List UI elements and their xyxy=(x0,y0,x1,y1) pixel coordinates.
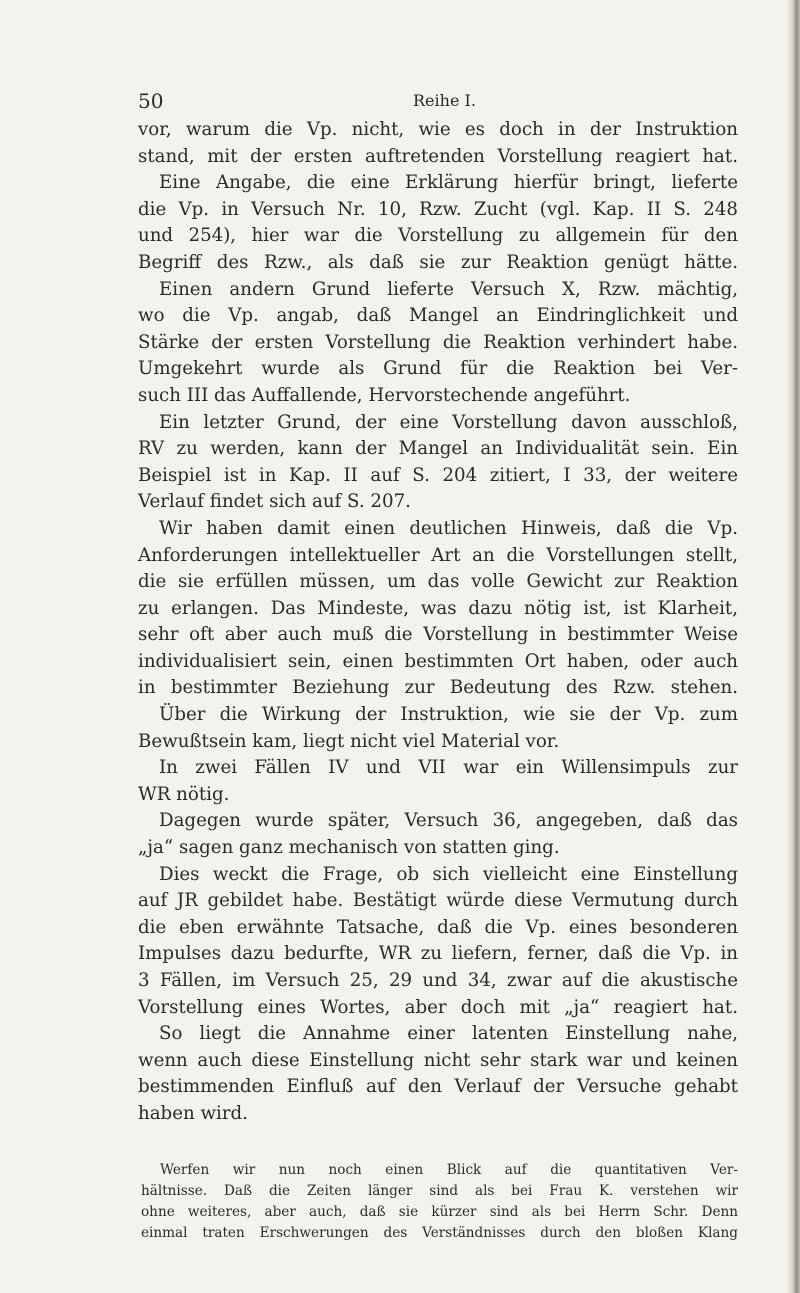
footnote-text xyxy=(141,1160,738,1244)
text-line: zu erlangen. Das Mindeste, was dazu nötig ist, ist Klarheit, xyxy=(138,597,738,619)
page-edge-shadow xyxy=(786,0,800,1293)
text-line: In zwei Fällen IV und VII war ein Willensimpuls zur xyxy=(159,757,738,779)
text-line: Begriff des Rzw., als daß sie zur Reaktion genügt hätte. xyxy=(138,251,738,273)
text-line: bestimmenden Einfluß auf den Verlauf der Versuche gehabt xyxy=(138,1076,738,1098)
page-header xyxy=(138,86,738,116)
text-line: Impulses dazu bedurfte, WR zu liefern, ferner, daß die Vp. in xyxy=(138,943,738,965)
text-line: Über die Wirkung der Instruktion, wie sie der Vp. zum xyxy=(159,704,738,726)
text-line: in bestimmter Beziehung zur Bedeutung des Rzw. stehen. xyxy=(138,677,738,699)
text-line: Einen andern Grund lieferte Versuch X, Rzw. mächtig, xyxy=(159,278,738,300)
text-line: Umgekehrt wurde als Grund für die Reaktion bei Ver- xyxy=(138,358,738,380)
text-line: „ja“ sagen ganz mechanisch von statten ging. xyxy=(138,837,560,859)
text-line: Anforderungen intellektueller Art an die Vorstellungen stellt, xyxy=(138,544,738,566)
text-line: die eben erwähnte Tatsache, daß die Vp. eines besonderen xyxy=(138,916,738,938)
text-line: 3 Fällen, im Versuch 25, 29 und 34, zwar auf die akustische xyxy=(138,970,738,991)
text-line: So liegt die Annahme einer latenten Einstellung nahe, xyxy=(159,1023,738,1045)
text-line: Stärke der ersten Vorstellung die Reaktion verhindert habe. xyxy=(138,331,738,353)
running-title: Reihe I. xyxy=(413,91,476,110)
text-line: individualisiert sein, einen bestimmten Ort haben, oder auch xyxy=(138,650,738,672)
text-line: Wir haben damit einen deutlichen Hinweis, daß die Vp. xyxy=(159,517,738,539)
text-line: die sie erfüllen müssen, um das volle Gewicht zur Reaktion xyxy=(138,571,738,593)
text-line: Bewußtsein kam, liegt nicht viel Material vor. xyxy=(138,730,560,752)
text-line: RV zu werden, kann der Mangel an Individualität sein. Ein xyxy=(138,438,738,460)
text-line: wo die Vp. angab, daß Mangel an Eindringlichkeit und xyxy=(138,305,738,327)
footnote-line: einmal traten Erschwerungen des Verständnisses durch den bloßen Klang xyxy=(141,1225,738,1241)
text-line: such III das Auffallende, Hervorstechende angeführt. xyxy=(138,384,631,406)
text-line: Dagegen wurde später, Versuch 36, angegeben, daß das xyxy=(159,810,738,832)
text-line: die Vp. in Versuch Nr. 10, Rzw. Zucht (vgl. Kap. II S. 248 xyxy=(138,198,738,220)
text-line: stand, mit der ersten auftretenden Vorstellung reagiert hat. xyxy=(138,145,738,167)
text-line: Vorstellung eines Wortes, aber doch mit „ja“ reagiert hat. xyxy=(138,996,738,1018)
text-line: vor, warum die Vp. nicht, wie es doch in der Instruktion xyxy=(138,119,738,140)
text-line: Dies weckt die Frage, ob sich vielleicht eine Einstellung xyxy=(159,863,738,885)
footnote-line: hältnisse. Daß die Zeiten länger sind als bei Frau K. verstehen wir xyxy=(141,1183,738,1199)
text-line: Verlauf findet sich auf S. 207. xyxy=(138,491,411,513)
text-line: auf JR gebildet habe. Bestätigt würde diese Vermutung durch xyxy=(138,890,738,912)
text-line: Ein letzter Grund, der eine Vorstellung davon ausschloß, xyxy=(159,411,738,433)
footnote-line: Werfen wir nun noch einen Blick auf die quantitativen Ver- xyxy=(160,1162,738,1178)
footnote-line: ohne weiteres, aber auch, daß sie kürzer sind als bei Herrn Schr. Denn xyxy=(141,1204,738,1220)
text-line: sehr oft aber auch muß die Vorstellung in bestimmter Weise xyxy=(138,624,738,646)
text-line: haben wird. xyxy=(138,1102,248,1124)
body-text xyxy=(138,117,738,1128)
text-line: wenn auch diese Einstellung nicht sehr stark war und keinen xyxy=(138,1049,738,1071)
text-line: Eine Angabe, die eine Erklärung hierfür bringt, lieferte xyxy=(159,172,738,194)
text-line: Beispiel ist in Kap. II auf S. 204 zitiert, I 33, der weitere xyxy=(138,464,738,486)
text-line: WR nötig. xyxy=(138,783,230,805)
text-line: und 254), hier war die Vorstellung zu allgemein für den xyxy=(138,225,738,247)
page-number: 50 xyxy=(138,89,164,113)
